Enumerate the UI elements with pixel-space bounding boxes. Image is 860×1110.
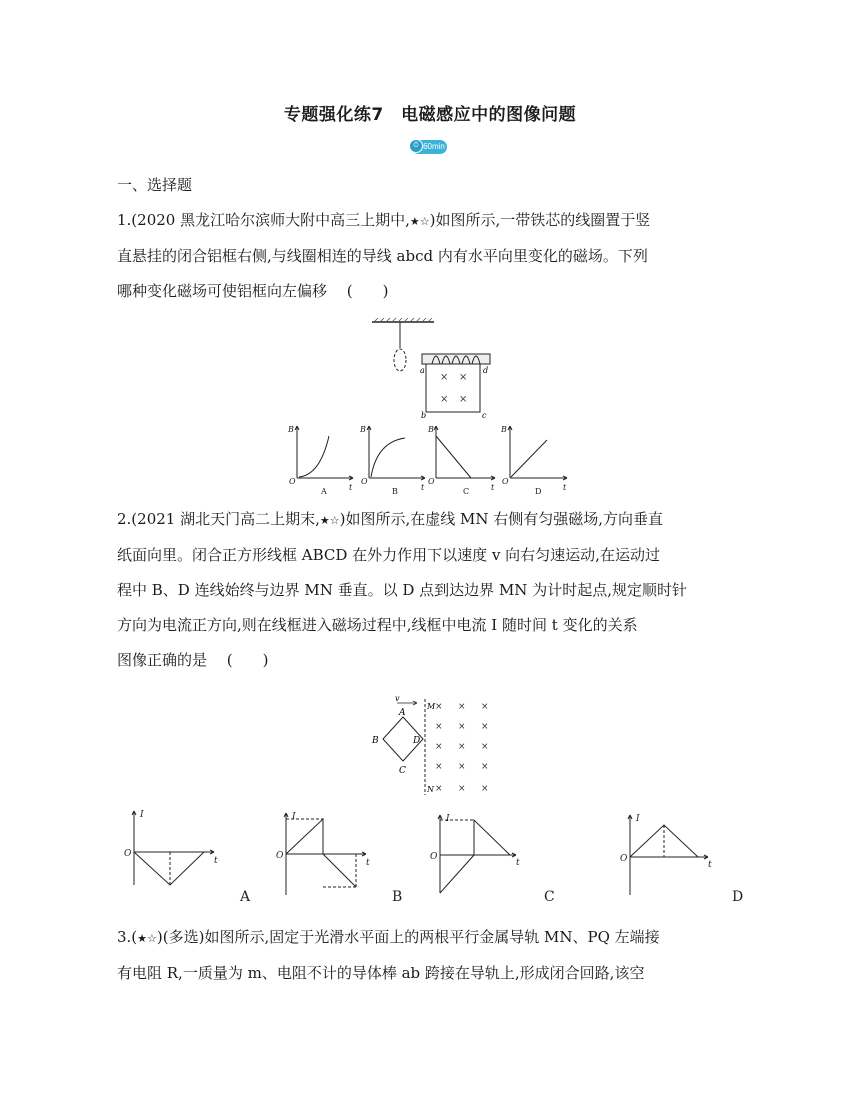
fig-label-a: a bbox=[420, 366, 425, 375]
q2-line1: 2.(2021 湖北天门高二上期末, bbox=[117, 510, 320, 528]
q1-option-a: A bbox=[321, 487, 327, 496]
q2-b-axis-t: t bbox=[366, 858, 370, 868]
q1-d-axis-t: t bbox=[563, 483, 567, 492]
q2-a-axis-i: I bbox=[140, 810, 144, 820]
q2-b-axis-i: I bbox=[292, 812, 296, 822]
svg-text:×: × bbox=[481, 722, 489, 732]
q3-line1: 3.( bbox=[117, 928, 138, 946]
q1-line2: 直悬挂的闭合铝框右侧,与线圈相连的导线 abcd 内有水平向里变化的磁场。下列 bbox=[117, 247, 648, 265]
q2-c-axis-i: I bbox=[446, 814, 450, 824]
q1-line3: 哪种变化磁场可使铝框向左偏移 ( ) bbox=[117, 282, 389, 300]
q1-b-axis-t: t bbox=[421, 483, 425, 492]
svg-text:×: × bbox=[481, 762, 489, 772]
section-heading: 一、选择题 bbox=[117, 176, 193, 194]
q1-option-b: B bbox=[392, 487, 398, 496]
q2-option-d: D bbox=[732, 889, 744, 905]
svg-text:×: × bbox=[459, 372, 468, 383]
svg-text:×: × bbox=[440, 372, 449, 383]
svg-text:×: × bbox=[481, 702, 489, 712]
q2-d-axis-i: I bbox=[636, 814, 640, 824]
q2-line5: 图像正确的是 ( ) bbox=[117, 651, 269, 669]
q1-option-c: C bbox=[463, 487, 470, 496]
q1-line1b: )如图所示,一带铁芯的线圈置于竖 bbox=[429, 211, 651, 229]
svg-text:×: × bbox=[440, 394, 449, 405]
svg-text:×: × bbox=[458, 722, 466, 732]
svg-text:×: × bbox=[435, 742, 443, 752]
fig-label-N: N bbox=[427, 785, 434, 794]
q2-c-axis-t: t bbox=[516, 858, 520, 868]
q2-d-origin: O bbox=[620, 854, 628, 864]
q1-figure-coil-frame bbox=[360, 318, 500, 423]
fig-label-C: C bbox=[399, 766, 406, 776]
q1-a-axis-b: B bbox=[288, 425, 294, 434]
q2-option-a: A bbox=[240, 889, 251, 905]
page-title: 专题强化练7 电磁感应中的图像问题 bbox=[283, 105, 577, 125]
question-2 bbox=[117, 502, 747, 678]
difficulty-stars-icon: ★☆ bbox=[319, 514, 340, 527]
difficulty-stars-icon: ★☆ bbox=[137, 932, 157, 945]
q1-options-graphs bbox=[285, 420, 575, 498]
svg-text:×: × bbox=[458, 762, 466, 772]
q2-line4: 方向为电流正方向,则在线框进入磁场过程中,线框中电流 I 随时间 t 变化的关系 bbox=[117, 616, 638, 634]
fig-label-D: D bbox=[413, 736, 421, 746]
q1-d-axis-b: B bbox=[501, 425, 507, 434]
q3-line2: 有电阻 R,一质量为 m、电阻不计的导体棒 ab 跨接在导轨上,形成闭合回路,该空 bbox=[117, 964, 645, 982]
svg-text:×: × bbox=[481, 742, 489, 752]
question-1 bbox=[117, 203, 747, 309]
svg-text:×: × bbox=[435, 762, 443, 772]
q1-d-origin: O bbox=[502, 477, 509, 486]
q1-a-origin: O bbox=[289, 477, 296, 486]
svg-text:×: × bbox=[435, 784, 443, 794]
svg-text:×: × bbox=[459, 394, 468, 405]
q2-line3: 程中 B、D 连线始终与边界 MN 垂直。以 D 点到达边界 MN 为计时起点,规定顺时针 bbox=[117, 581, 687, 599]
time-badge bbox=[411, 140, 447, 154]
fig-label-A: A bbox=[399, 708, 406, 718]
q1-a-axis-t: t bbox=[349, 483, 353, 492]
difficulty-stars-icon: ★☆ bbox=[409, 215, 430, 228]
q1-b-origin: O bbox=[361, 477, 368, 486]
fig-label-M: M bbox=[427, 702, 436, 711]
q2-a-axis-t: t bbox=[214, 856, 218, 866]
q2-option-c: C bbox=[544, 889, 555, 905]
fig-label-B: B bbox=[372, 736, 379, 746]
q2-line2: 纸面向里。闭合正方形线框 ABCD 在外力作用下以速度 v 向右匀速运动,在运动过 bbox=[117, 546, 660, 564]
fig-label-v: v bbox=[395, 695, 400, 703]
q1-option-d: D bbox=[535, 487, 542, 496]
svg-text:×: × bbox=[458, 742, 466, 752]
q3-line1b: )(多选)如图所示,固定于光滑水平面上的两根平行金属导轨 MN、PQ 左端接 bbox=[156, 928, 660, 946]
svg-text:×: × bbox=[435, 702, 443, 712]
q1-c-axis-b: B bbox=[428, 425, 434, 434]
q2-line1b: )如图所示,在虚线 MN 右侧有匀强磁场,方向垂直 bbox=[339, 510, 664, 528]
q2-option-b: B bbox=[392, 889, 403, 905]
q1-line1: 1.(2020 黑龙江哈尔滨师大附中高三上期中, bbox=[117, 211, 410, 229]
clock-icon: ⏱ bbox=[409, 139, 423, 153]
q2-d-axis-t: t bbox=[708, 860, 712, 870]
question-3 bbox=[117, 920, 747, 991]
fig-label-b: b bbox=[421, 411, 427, 420]
q2-c-origin: O bbox=[430, 852, 438, 862]
svg-text:×: × bbox=[435, 722, 443, 732]
q1-c-axis-t: t bbox=[491, 483, 495, 492]
fig-label-c: c bbox=[482, 411, 487, 420]
svg-text:×: × bbox=[481, 784, 489, 794]
fig-label-d: d bbox=[483, 366, 489, 375]
q2-figure-square-frame bbox=[365, 695, 500, 800]
q1-b-axis-b: B bbox=[360, 425, 366, 434]
q1-c-origin: O bbox=[428, 477, 435, 486]
q2-b-origin: O bbox=[276, 851, 284, 861]
svg-text:×: × bbox=[458, 784, 466, 794]
q2-a-origin: O bbox=[124, 849, 132, 859]
q2-options-graphs bbox=[118, 805, 750, 905]
time-badge-label: 60min bbox=[423, 142, 445, 151]
svg-text:×: × bbox=[458, 702, 466, 712]
